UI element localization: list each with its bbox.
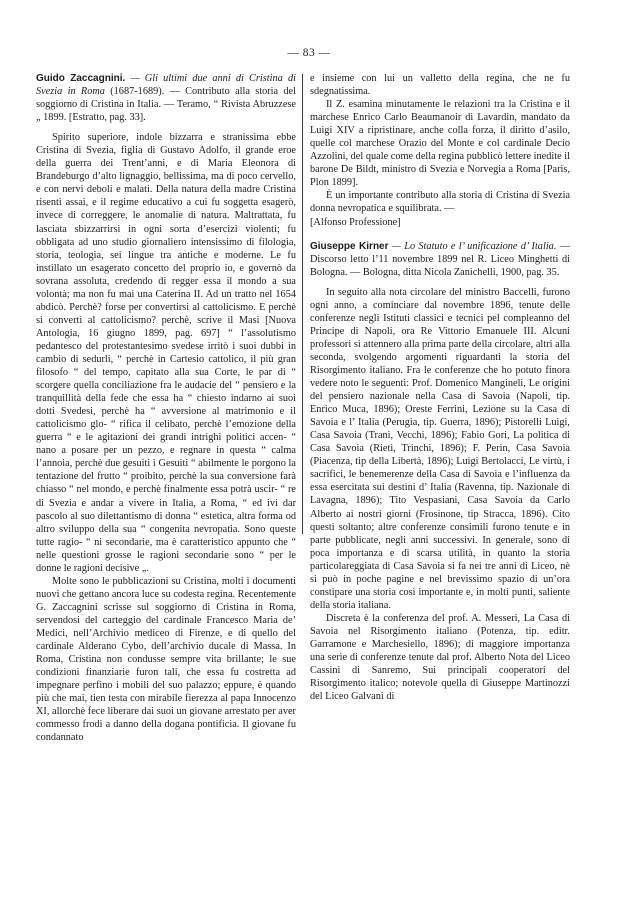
entry-title: — Gli ultimi due anni di Cristina di Svezia in Roma (36, 73, 296, 98)
column-divider (302, 74, 303, 534)
review-paragraph: Il Z. esamina minutamente le relazioni tra la Cristina e il marchese Enrico Carlo Beaumanoir di Lavardin, mandato da Luigi XIV a ripristinare, anche colla forza, il diritto d’asilo, quelle col marchese Orazio del Monte e col cardinale Decio Azzolini, del quale come della regina pubblicò lettere inedite il barone De Bildt, ministro di Svezia e Norvegia a Roma [Paris, Plon 1899]. (310, 99, 570, 189)
entry-author: Giuseppe Kirner (310, 240, 389, 252)
review-paragraph: Discreta è la conferenza del prof. A. Messeri, La Casa di Savoia nel Risorgimento italiano (Potenza, tip. editr. Garramone e Marchesiello, 1896); di maggiore importanza una serie di conferenze tenute dal prof. Alberto Nota del Liceo Cassini di Sanremo, Sui principali cooperatori del Risorgimento italico; notevole quella di Giuseppe Martinozzi del Liceo Galvani di (310, 612, 570, 703)
review-paragraph: e insieme con lui un valletto della regina, che ne fu sdegnatissima. (310, 73, 570, 98)
reviewer-signature: [Alfonso Professione] (310, 216, 401, 228)
review-paragraph: È un importante contributo alla storia di Cristina di Svezia donna nevropatica e squilibrata. — (310, 190, 570, 215)
entry-author: Guido Zaccagnini. (36, 73, 126, 84)
entry-details: (1687-1689). — Contributo alla storia del soggiorno di Cristina in Italia. — Teramo, “ Rivista Abruzzese „ 1899. [Estratto, pag. 33]. (36, 86, 296, 124)
entry-details: — Discorso letto l’11 novembre 1899 nel R. Liceo Minghetti di Bologna. — Bologna, ditta Nicola Zanichelli, 1900, pag. 35. (310, 240, 570, 278)
left-column (36, 72, 296, 744)
entry-title: — Lo Statuto e l’ unificazione d’ Italia. (388, 240, 557, 252)
page-number: — 83 — (287, 47, 331, 59)
review-paragraph: Molte sono le pubblicazioni su Cristina, molti i documenti nuovi che gettano ancora luce su codesta regina. Recentemente G. Zaccagnini scrisse sul soggiorno di Cristina in Roma, servendosi del carteggio del cardinale Francesco Maria de’ Medici, nell’Archivio mediceo di Firenze, e di quello del cardinale Alderano Cybo, dell’archivio ducale di Massa. In Roma, Cristina non condusse sempre vita brillante; le sue condizioni finanziarie furon tali, che essa fu costretta ad impegnare perfino i mobili del suo palazzo; eppure, è quando più che mai, tien testa con mirabile fierezza al papa Innocenzo XI, allorchè fece liberare dai suoi un giovane arrestato per aver commesso frodi a danno della dogana pontificia. Il giovane fu condannato (36, 575, 296, 744)
right-column (310, 72, 570, 703)
entry-zaccagnini (36, 72, 296, 124)
review-paragraph: In seguito alla nota circolare del ministro Baccelli, furono ogni anno, a cominciare dal novembre 1896, tenute delle conferenze negli Istituti classici e tecnici pel compleanno del Principe di Napoli, ora Re Vittorio Emanuele III. Alcuni professori si attennero alla prima parte della circolare, altri alla seconda, svolgendo argomenti riguardanti la storia del Risorgimento italiano. Fra le conferenze che ho potuto finora vedere noto le seguenti: Prof. Domenico Mangineli, Le origini del pensiero nazionale nella Casa di Savoia (Napoli, tip. Enrico Muca, 1896); Oreste Ferrini, Lezione su la Casa di Savoia e l’ Italia (Perugia, tip. Guerra, 1896); Pistorelli Luigi, Casa Savoia (Trani, Vecchi, 1896); Fabio Gori, La politica di Casa Savoia (Rieti, Trinchi, 1896); F. Perin, Casa Savoia (Piacenza, tip della Libertà, 1896); Luigi Bertolacci, Le virtù, i sacrifici, le benemerenze della Casa di Savoia e l’influenza da essa esercitata sui destini d’ Italia (Ravenna, tip. Nazionale di Lavagna, 1896); Tito Vespasiani, Casa Savoia da Carlo Alberto ai nostri giorni (Frosinone, tip Stracca, 1896). Cito questi soltanto; altre conferenze consimili furono tenute e in parte pubblicate, negli anni successivi. In generale, sono di poca importanza e di scarsa utilità, in quanto la storia particolareggiata di Casa Savoia si fa nei tre anni di Liceo, nè si può in poche pagine e nel brevissimo spazio di un’ora constipare una storia così importante e, in molti punti, saliente della storia italiana. (310, 286, 570, 611)
entry-kirner (310, 240, 570, 279)
review-paragraph: Spirito superiore, indole bizzarra e stranissima ebbe Cristina di Svezia, figlia di Gustavo Adolfo, il grande eroe della guerra dei Trent’anni, e di Maria Eleonora di Brandeburgo d’alto lignaggio, bellissima, ma di poco cervello, e con nervi deboli e malati. Della natura della madre Cristina risentì assai, e il regime educativo a cui fu soggetta esagerò, invece di correggere, le anomalie di natura. Maltrattata, fu lasciata sbizzarrirsi in ogni sorta d’esercizi violenti; fu obbligata ad uno studio giornaliero intensissimo di filologia, storia, teologia, sei lingue tra antiche e moderne. Le fu instillato un esagerato concetto del proprio io, e governò da sovrana assoluta, credendo di regger essa il mondo a sua volontà; ma non fu mai una Caterina II. Ad un tratto nel 1654 abdicò. Perchè? forse per convertirsi al cattolicismo. E perchè si convertì al cattolicismo? perchè, scrive il Masi [Nuova Antologia, 16 giugno 1899, pag. 697] “ l’assolutismo pedantesco del protestantesimo svedese irritò i suoi dubbi in cambio di sedurli, “ perchè in Cartesio cattolico, il più gran filosofo “ del tempo, capitato alla sua Corte, le par di “ scorgere quella conciliazione fra le audacie del “ pensiero e la tranquillità della fede che essa ha “ chiesto indarno ai suoi dotti Svedesi, perchè ha “ avversione al matrimonio e il cattolicismo glo- “ rifica il celibato, perchè l’emozione della guerra “ e le agitazioni dei grandi intrighi politici accen- “ nano a posare per un pezzo, e regnare in questa “ calma l’annoia, perchè due gesuiti i Gesuiti “ abilmente le porgono la tentazione del frutto “ proibito, perchè la sua conversione farà chiasso “ nel mondo, e perchè finalmente essa potrà uscir- “ re di Svezia e andar a vivere in Italia, a Roma, “ ed ivi dar pascolo al suo dilettantismo di donna “ estetica, altra forma od altro sviluppo della sua “ congenita nevropatia. Sono queste tutte ragio- “ ni secondarie, ma è caratteristico appunto che “ nelle questioni grosse le ragioni secondarie sono “ per le donne le ragioni decisive „. (36, 132, 296, 574)
